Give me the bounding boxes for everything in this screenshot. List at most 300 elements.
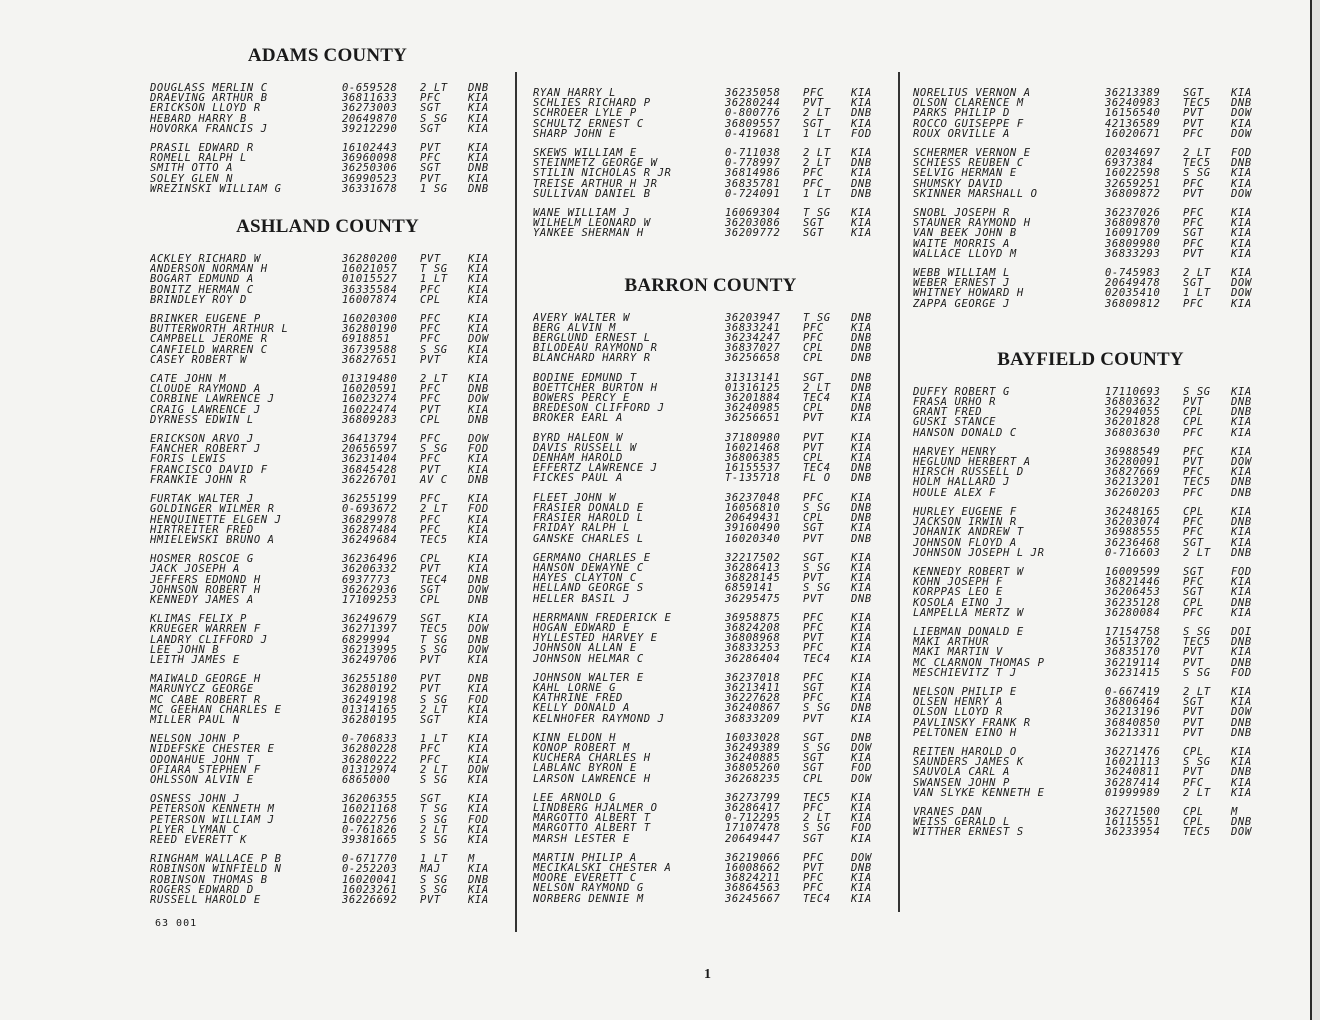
rank: SGT	[1183, 227, 1204, 240]
status-code: DNB	[1231, 157, 1252, 170]
soldier-name: FRIDAY RALPH L	[533, 523, 630, 534]
status-code: KIA	[851, 522, 872, 535]
soldier-name: ERICKSON ARVO J	[150, 434, 254, 445]
footer-code: 63 001	[155, 918, 198, 929]
status-code: KIA	[468, 553, 489, 566]
soldier-name: SAUVOLA CARL A	[913, 767, 1010, 778]
soldier-name: ROCCO GUISEPPE F	[913, 118, 1024, 129]
serial-number: 36990523	[342, 172, 398, 185]
roster-row	[913, 447, 1268, 457]
roster-group	[150, 434, 505, 485]
status-code: DNB	[851, 462, 872, 475]
roster-row	[533, 208, 888, 218]
serial-number: 16009599	[1105, 565, 1161, 578]
soldier-name: ACKLEY RICHARD W	[150, 254, 261, 265]
serial-number: 16020041	[342, 873, 398, 886]
soldier-name: SCHIESS REUBEN C	[913, 158, 1024, 169]
serial-number: 16020340	[725, 532, 781, 545]
rank: 1 LT	[803, 127, 831, 140]
soldier-name: MARGOTTO ALBERT T	[533, 813, 651, 824]
soldier-name: KRUEGER WARREN F	[150, 624, 261, 635]
roster-row	[150, 274, 505, 284]
rank: CPL	[1183, 406, 1204, 419]
rank: 2 LT	[803, 157, 831, 170]
roster-row	[150, 585, 505, 595]
rank: PVT	[1183, 396, 1204, 409]
soldier-name: ODONAHUE JOHN T	[150, 754, 254, 765]
roster-row	[150, 575, 505, 585]
soldier-name: VRANES DAN	[913, 806, 983, 818]
status-code: DNB	[468, 873, 489, 886]
serial-number: 6829994	[342, 633, 391, 646]
serial-number: 20649447	[725, 832, 781, 845]
serial-number: 36835170	[1105, 646, 1161, 659]
serial-number: 36287414	[1105, 776, 1161, 789]
status-code: DOW	[468, 393, 489, 406]
rank: TEC5	[420, 533, 448, 546]
serial-number: 36809872	[1105, 187, 1161, 200]
serial-number: 20649431	[725, 512, 781, 525]
roster-group	[913, 208, 1268, 259]
rank: T SG	[803, 207, 831, 220]
status-code: DOW	[1231, 706, 1252, 719]
status-code: DNB	[851, 512, 872, 525]
serial-number: 16091709	[1105, 227, 1161, 240]
status-code: KIA	[851, 621, 872, 634]
rank: PVT	[1183, 456, 1204, 469]
rank: 2 LT	[420, 703, 448, 716]
soldier-name: PLYER LYMAN C	[150, 824, 240, 835]
status-code: KIA	[851, 652, 872, 665]
county-heading: BAYFIELD COUNTY	[997, 348, 1184, 370]
status-code: KIA	[851, 872, 872, 885]
soldier-name: PELTONEN EINO H	[913, 727, 1017, 738]
soldier-name: NIDEFSKE CHESTER E	[150, 744, 275, 755]
soldier-name: KAHL LORNE G	[533, 682, 617, 694]
roster-row	[150, 734, 505, 744]
serial-number: 36280084	[1105, 606, 1161, 619]
rank: S SG	[420, 883, 448, 896]
rank: PFC	[1183, 217, 1204, 230]
rank: PVT	[803, 861, 824, 874]
rank: 2 LT	[420, 373, 448, 386]
rank: TEC5	[1183, 826, 1211, 839]
rank: CPL	[803, 452, 824, 465]
roster-row	[533, 393, 888, 403]
soldier-name: LANDRY CLIFFORD J	[150, 634, 268, 645]
serial-number: 36835781	[725, 177, 781, 190]
rank: S SG	[803, 702, 831, 715]
roster-row	[913, 88, 1268, 98]
soldier-name: STAUNER RAYMOND H	[913, 218, 1031, 229]
status-code: KIA	[468, 803, 489, 816]
serial-number: 16022598	[1105, 167, 1161, 180]
soldier-name: OLSON LLOYD R	[913, 707, 1003, 718]
serial-number: 36280228	[342, 743, 398, 756]
status-code: DNB	[851, 187, 872, 200]
rank: PFC	[420, 753, 441, 766]
status-code: KIA	[851, 832, 872, 845]
soldier-name: JOHNSON WALTER E	[533, 672, 644, 683]
serial-number: 16020300	[342, 313, 398, 326]
soldier-name: CAMPBELL JEROME R	[150, 334, 268, 345]
rank: TEC4	[803, 652, 831, 665]
rank: T SG	[420, 803, 448, 816]
roster-group	[913, 387, 1268, 438]
county-section	[533, 45, 888, 239]
roster-row	[150, 163, 505, 173]
status-code: KIA	[468, 293, 489, 306]
roster-row	[150, 705, 505, 715]
status-code: KIA	[851, 491, 872, 504]
rank: PFC	[1183, 127, 1204, 140]
rank: 1 LT	[803, 187, 831, 200]
soldier-name: LEE ARNOLD G	[533, 792, 617, 803]
rank: PFC	[420, 453, 441, 466]
serial-number: 36206453	[1105, 586, 1161, 599]
soldier-name: LEE JOHN B	[150, 644, 220, 655]
soldier-name: MAIWALD GEORGE H	[150, 674, 261, 685]
serial-number: 36331678	[342, 182, 398, 195]
soldier-name: BODINE EDMUND T	[533, 372, 637, 383]
roster-row	[533, 98, 888, 108]
roster-group	[150, 734, 505, 785]
serial-number: 02035410	[1105, 287, 1161, 300]
serial-number: 42136589	[1105, 117, 1161, 130]
rank: S SG	[420, 833, 448, 846]
roster-group	[150, 674, 505, 725]
soldier-name: GERMANO CHARLES E	[533, 552, 651, 563]
roster-row	[913, 747, 1268, 757]
serial-number: 36249679	[342, 613, 398, 626]
serial-number: 0-711038	[725, 147, 781, 160]
roster-row	[533, 333, 888, 343]
rank: PVT	[1183, 107, 1204, 120]
rank: SGT	[803, 117, 824, 130]
serial-number: 36821446	[1105, 576, 1161, 589]
soldier-name: BLANCHARD HARRY R	[533, 353, 651, 364]
rank: TEC4	[803, 392, 831, 405]
soldier-name: BERGLUND ERNEST L	[533, 333, 651, 344]
status-code: KIA	[468, 883, 489, 896]
roster-row	[533, 774, 888, 784]
serial-number: 36827669	[1105, 466, 1161, 479]
rank: S SG	[803, 582, 831, 595]
soldier-name: NELSON RAYMOND G	[533, 883, 644, 894]
soldier-name: BERG ALVIN M	[533, 322, 617, 334]
status-code: KIA	[1231, 646, 1252, 659]
roster-row	[150, 564, 505, 574]
roster-row	[913, 687, 1268, 697]
status-code: KIA	[851, 392, 872, 405]
serial-number: 36280222	[342, 753, 398, 766]
soldier-name: SHUMSKY DAVID	[913, 178, 1003, 189]
rank: PFC	[1183, 576, 1204, 589]
status-code: KIA	[468, 283, 489, 296]
soldier-name: HARVEY HENRY	[913, 446, 997, 458]
soldier-name: DAVIS RUSSELL W	[533, 442, 637, 454]
soldier-name: SHARP JOHN E	[533, 128, 617, 140]
status-code: KIA	[468, 253, 489, 266]
status-code: KIA	[1231, 466, 1252, 479]
roster-row	[913, 428, 1268, 438]
roster-group	[533, 88, 888, 139]
roster-row	[150, 324, 505, 334]
soldier-name: VAN SLYKE KENNETH E	[913, 787, 1045, 798]
rank: CPL	[1183, 745, 1204, 758]
status-code: DNB	[851, 157, 872, 170]
roster-group	[150, 794, 505, 845]
soldier-name: BOETTCHER BURTON H	[533, 382, 658, 394]
roster-row	[533, 853, 888, 863]
rank: TEC5	[803, 791, 831, 804]
rank: PFC	[1183, 776, 1204, 789]
status-code: DNB	[468, 383, 489, 396]
soldier-name: FRASIER HAROLD L	[533, 513, 644, 524]
serial-number: 0-671770	[342, 853, 398, 866]
soldier-name: CRAIG LAWRENCE J	[150, 404, 261, 415]
serial-number: 36268235	[725, 772, 781, 785]
rank: SGT	[1183, 536, 1204, 549]
roster-row	[150, 645, 505, 655]
serial-number: 36226692	[342, 894, 398, 906]
rank: PVT	[420, 172, 441, 185]
status-code: FOD	[1231, 565, 1252, 578]
status-code: KIA	[468, 102, 489, 115]
status-code: FOD	[468, 813, 489, 826]
serial-number: 36240867	[725, 702, 781, 715]
serial-number: 36833293	[1105, 247, 1161, 260]
rank: PVT	[803, 412, 824, 425]
soldier-name: BOGART EDMUND A	[150, 274, 254, 285]
serial-number: 16156540	[1105, 107, 1161, 120]
rank: 2 LT	[803, 381, 831, 394]
soldier-name: HMIELEWSKI BRUNO A	[150, 534, 275, 546]
status-code: DOW	[468, 333, 489, 346]
soldier-name: PETERSON KENNETH M	[150, 804, 275, 815]
roster-group	[150, 254, 505, 305]
soldier-name: PRASIL EDWARD R	[150, 143, 254, 154]
serial-number: 16022756	[342, 813, 398, 826]
status-code: DNB	[1231, 596, 1252, 609]
status-code: DNB	[851, 861, 872, 874]
status-code: KIA	[851, 561, 872, 574]
roster-row	[533, 743, 888, 753]
roster-group	[533, 553, 888, 604]
roster-row	[150, 264, 505, 274]
serial-number: 36960098	[342, 152, 398, 165]
rank: CPL	[1183, 596, 1204, 609]
county-section	[533, 275, 888, 904]
status-code: KIA	[468, 563, 489, 576]
serial-number: 36280192	[342, 683, 398, 696]
roster-row	[913, 647, 1268, 657]
roster-row	[913, 757, 1268, 767]
status-code: KIA	[1231, 177, 1252, 190]
county-section	[150, 45, 505, 194]
status-code: DNB	[1231, 406, 1252, 419]
roster-row	[533, 179, 888, 189]
serial-number: 01312974	[342, 763, 398, 776]
serial-number: 36827651	[342, 353, 398, 366]
rank: 2 LT	[803, 812, 831, 825]
soldier-name: HIRTREITER FRED	[150, 524, 254, 535]
serial-number: 0-716603	[1105, 546, 1161, 559]
rank: S SG	[1183, 756, 1211, 769]
serial-number: 36287484	[342, 523, 398, 536]
roster-row	[913, 598, 1268, 608]
status-code: KIA	[468, 653, 489, 666]
serial-number: 36988555	[1105, 526, 1161, 539]
roster-row	[150, 475, 505, 485]
status-code: KIA	[468, 513, 489, 526]
roster-row	[533, 563, 888, 573]
rank: CPL	[420, 593, 441, 606]
rank: TEC5	[1183, 157, 1211, 170]
status-code: KIA	[468, 273, 489, 286]
rank: SGT	[420, 102, 441, 115]
serial-number: 36280190	[342, 323, 398, 336]
serial-number: 37180980	[725, 431, 781, 444]
soldier-name: MC CABE ROBERT R	[150, 694, 261, 705]
column-2	[533, 45, 888, 913]
roster-row	[150, 765, 505, 775]
roster-row	[533, 523, 888, 533]
serial-number: 36809870	[1105, 217, 1161, 230]
serial-number: 36235058	[725, 87, 781, 99]
status-code: KIA	[1231, 416, 1252, 429]
roster-row	[913, 278, 1268, 288]
status-code: KIA	[468, 823, 489, 836]
serial-number: 01999989	[1105, 786, 1161, 799]
serial-number: 36256651	[725, 412, 781, 425]
roster-row	[533, 443, 888, 453]
serial-number: 16021113	[1105, 756, 1161, 769]
soldier-name: HIRSCH RUSSELL D	[913, 467, 1024, 478]
serial-number: 32217502	[725, 551, 781, 564]
rank: TEC5	[1183, 476, 1211, 489]
roster-row	[913, 179, 1268, 189]
serial-number: 01015527	[342, 273, 398, 286]
roster-group	[533, 613, 888, 664]
roster-row	[913, 387, 1268, 397]
soldier-name: ERICKSON LLOYD R	[150, 103, 261, 114]
serial-number: 36273003	[342, 102, 398, 115]
roster-row	[533, 693, 888, 703]
soldier-name: KELNHOFER RAYMOND J	[533, 713, 665, 724]
status-code: DNB	[468, 162, 489, 175]
roster-group	[913, 567, 1268, 618]
soldier-name: DOUGLASS MERLIN C	[150, 83, 268, 94]
soldier-name: KLIMAS FELIX P	[150, 614, 247, 625]
roster-group	[913, 268, 1268, 309]
soldier-name: BONITZ HERMAN C	[150, 284, 254, 295]
roster-row	[533, 513, 888, 523]
soldier-name: HYLLESTED HARVEY E	[533, 633, 658, 644]
soldier-name: CLOUDE RAYMOND A	[150, 384, 261, 395]
roster-row	[533, 323, 888, 333]
soldier-name: ROUX ORVILLE A	[913, 128, 1010, 140]
roster-group	[913, 507, 1268, 558]
roster-group	[913, 747, 1268, 798]
roster-group	[913, 148, 1268, 199]
status-code: KIA	[1231, 117, 1252, 130]
roster-row	[533, 763, 888, 773]
rank: PVT	[803, 431, 824, 444]
roster-row	[150, 434, 505, 444]
serial-number: 0-761826	[342, 823, 398, 836]
county-heading: BARRON COUNTY	[624, 274, 797, 296]
roster-row	[533, 473, 888, 483]
rank: PVT	[420, 894, 441, 906]
county-heading: ASHLAND COUNTY	[236, 216, 419, 238]
status-code: DNB	[851, 532, 872, 545]
rank: SGT	[420, 583, 441, 596]
roster-row	[150, 153, 505, 163]
roster-row	[533, 158, 888, 168]
rank: TEC4	[803, 462, 831, 475]
serial-number: 16020671	[1105, 127, 1161, 140]
soldier-name: MARUNYCZ GEORGE	[150, 684, 254, 695]
rank: 2 LT	[1183, 546, 1211, 559]
roster-row	[533, 403, 888, 413]
roster-group	[913, 88, 1268, 139]
status-code: KIA	[1231, 237, 1252, 250]
soldier-name: KENNEDY ROBERT W	[913, 566, 1024, 578]
status-code: KIA	[851, 892, 872, 905]
soldier-name: WILHELM LEONARD W	[533, 218, 651, 229]
roster-row	[533, 793, 888, 803]
serial-number: 36209772	[725, 227, 781, 240]
serial-number: 36513702	[1105, 636, 1161, 649]
status-code: KIA	[1231, 247, 1252, 260]
roster-row	[913, 98, 1268, 108]
rank: S SG	[420, 773, 448, 786]
serial-number: 20649870	[342, 112, 398, 125]
status-code: KIA	[1231, 576, 1252, 589]
rank: CPL	[1183, 416, 1204, 429]
serial-number: 36201828	[1105, 416, 1161, 429]
serial-number: 36256658	[725, 352, 781, 365]
serial-number: 6859141	[725, 582, 774, 595]
rank: PFC	[420, 393, 441, 406]
serial-number: 36273799	[725, 791, 781, 804]
roster-row	[913, 627, 1268, 637]
roster-row	[913, 548, 1268, 558]
column-divider	[515, 72, 517, 932]
status-code: KIA	[851, 801, 872, 814]
status-code: DOW	[1231, 187, 1252, 200]
serial-number: 36809557	[725, 117, 781, 130]
rank: 2 LT	[420, 823, 448, 836]
soldier-name: CASEY ROBERT W	[150, 354, 247, 366]
status-code: KIA	[468, 833, 489, 846]
serial-number: 16008662	[725, 861, 781, 874]
serial-number: 36227628	[725, 692, 781, 705]
rank: PVT	[803, 632, 824, 645]
soldier-name: HURLEY EUGENE F	[913, 506, 1017, 518]
roster-row	[913, 168, 1268, 178]
soldier-name: SKEWS WILLIAM E	[533, 148, 637, 159]
rank: S SG	[420, 112, 448, 125]
serial-number: 16069304	[725, 207, 781, 220]
roster-group	[150, 143, 505, 194]
rank: S SG	[803, 741, 831, 754]
rank: CPL	[1183, 805, 1204, 818]
roster-row	[913, 467, 1268, 477]
roster-row	[913, 208, 1268, 218]
rank: PFC	[420, 92, 441, 105]
